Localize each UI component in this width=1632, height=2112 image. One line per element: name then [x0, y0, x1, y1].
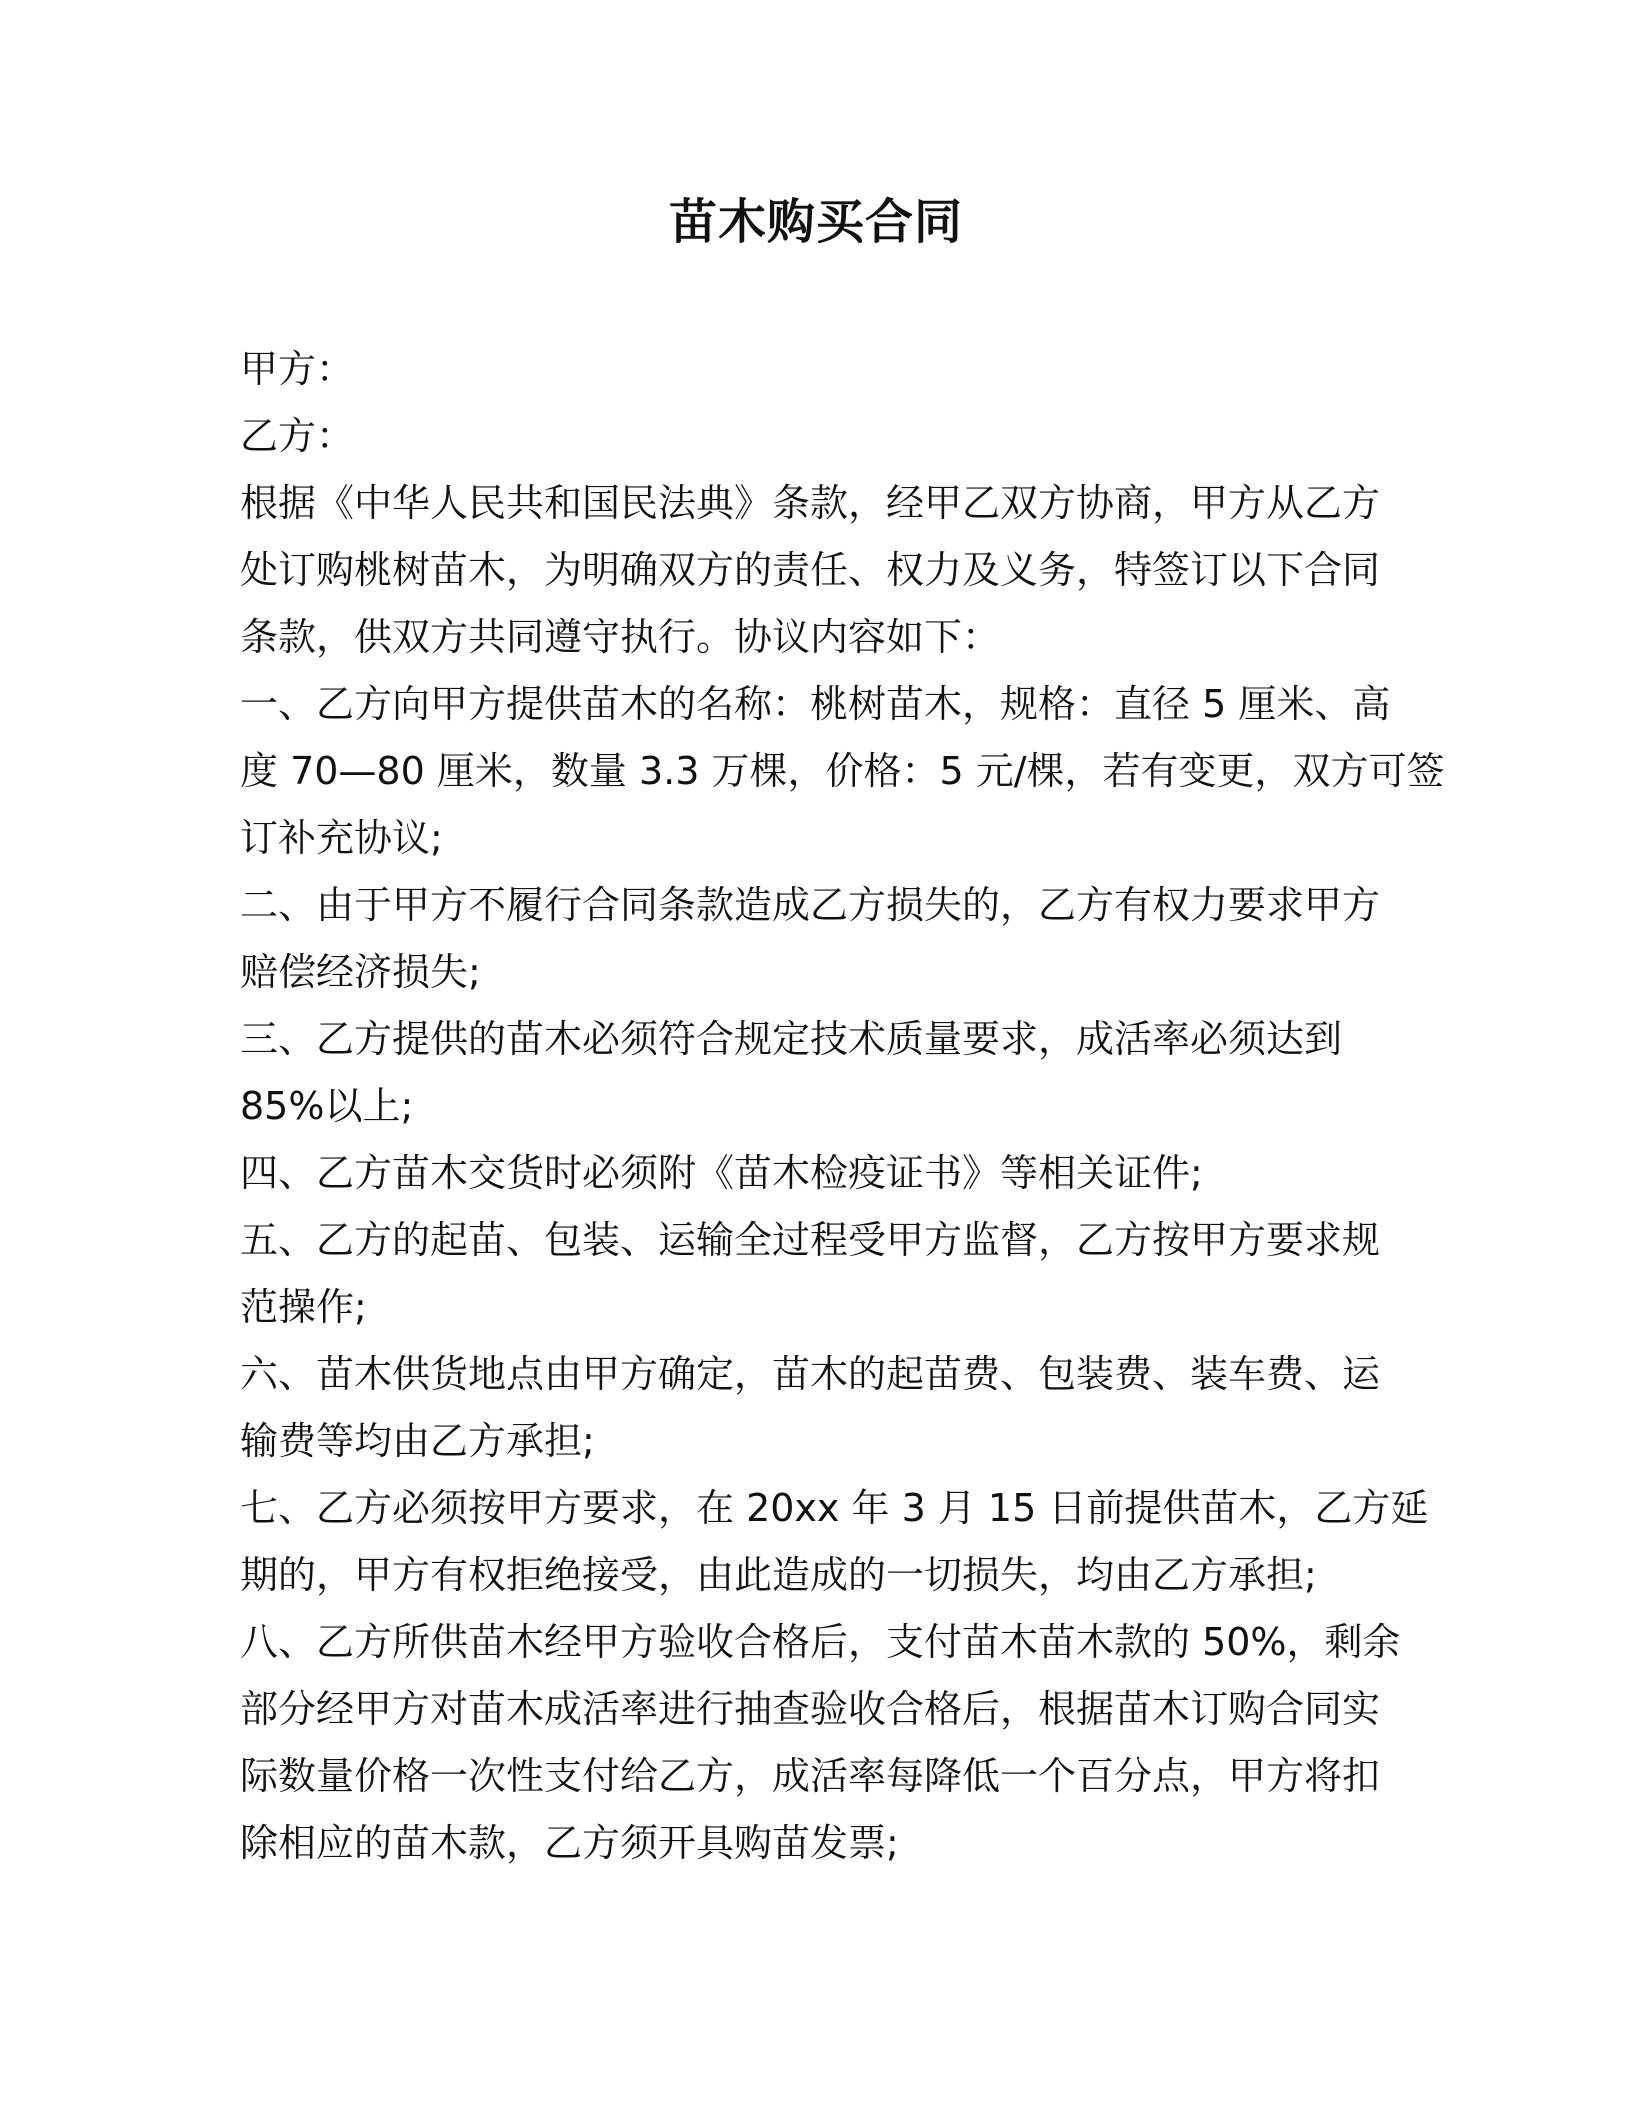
- clause-6-line-2: 输费等均由乙方承担;: [240, 1419, 595, 1463]
- clause-3-line-1: 三、乙方提供的苗木必须符合规定技术质量要求，成活率必须达到: [240, 1017, 1343, 1061]
- clause-1-line-1: 一、乙方向甲方提供苗木的名称：桃树苗木，规格：直径 5 厘米、高: [240, 682, 1391, 726]
- clause-8-line-4: 除相应的苗木款，乙方须开具购苗发票;: [240, 1821, 899, 1865]
- clause-7-line-2: 期的，甲方有权拒绝接受，由此造成的一切损失，均由乙方承担;: [240, 1553, 1317, 1597]
- clause-1-line-3: 订补充协议;: [240, 816, 443, 860]
- clause-8-line-1: 八、乙方所供苗木经甲方验收合格后，支付苗木苗木款的 50%，剩余: [240, 1620, 1401, 1664]
- clause-2-line-1: 二、由于甲方不履行合同条款造成乙方损失的，乙方有权力要求甲方: [240, 883, 1381, 927]
- clause-5-line-2: 范操作;: [240, 1285, 367, 1329]
- clause-4-line-1: 四、乙方苗木交货时必须附《苗木检疫证书》等相关证件;: [240, 1151, 1203, 1195]
- intro-line-1: 根据《中华人民共和国民法典》条款，经甲乙双方协商，甲方从乙方: [240, 481, 1381, 525]
- clause-6-line-1: 六、苗木供货地点由甲方确定，苗木的起苗费、包装费、装车费、运: [240, 1352, 1381, 1396]
- clause-8-line-2: 部分经甲方对苗木成活率进行抽查验收合格后，根据苗木订购合同实: [240, 1687, 1381, 1731]
- contract-body: [240, 336, 1445, 1877]
- document-title: 苗木购买合同: [668, 194, 963, 250]
- clause-2-line-2: 赔偿经济损失;: [240, 950, 481, 994]
- intro-line-3: 条款，供双方共同遵守执行。协议内容如下：: [240, 615, 1001, 659]
- party-b-line: 乙方：: [240, 414, 355, 458]
- clause-1-line-2: 度 70—80 厘米，数量 3.3 万棵，价格：5 元/棵，若有变更，双方可签: [240, 749, 1445, 793]
- clause-8-line-3: 际数量价格一次性支付给乙方，成活率每降低一个百分点，甲方将扣: [240, 1754, 1381, 1798]
- clause-3-line-2: 85%以上;: [240, 1084, 414, 1128]
- clause-7-line-1: 七、乙方必须按甲方要求，在 20xx 年 3 月 15 日前提供苗木，乙方延: [240, 1486, 1429, 1530]
- intro-line-2: 处订购桃树苗木，为明确双方的责任、权力及义务，特签订以下合同: [240, 548, 1381, 592]
- clause-5-line-1: 五、乙方的起苗、包装、运输全过程受甲方监督，乙方按甲方要求规: [240, 1218, 1381, 1262]
- party-a-line: 甲方：: [240, 347, 355, 391]
